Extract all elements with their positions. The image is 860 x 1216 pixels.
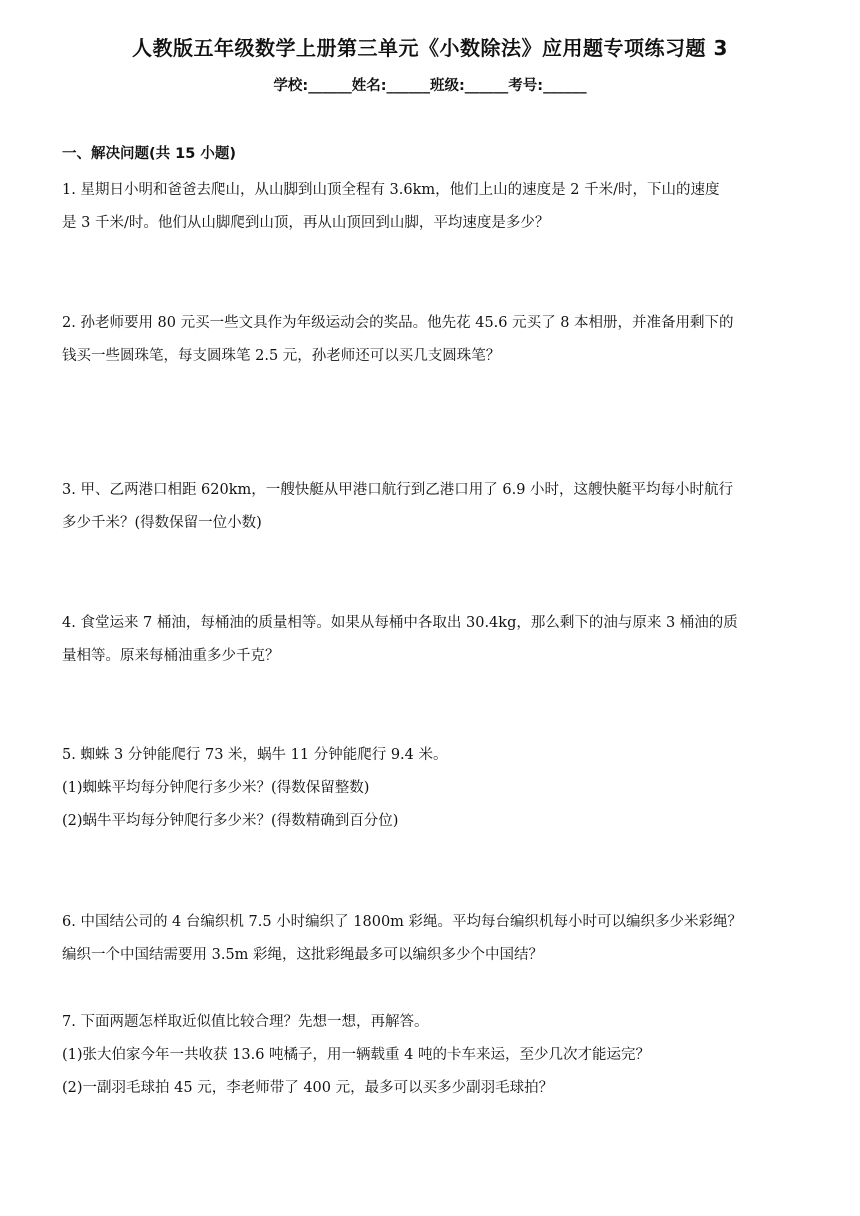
question-5 bbox=[62, 739, 837, 838]
question-subpart: (1)蜘蛛平均每分钟爬行多少米？(得数保留整数) bbox=[62, 780, 370, 796]
question-1 bbox=[62, 174, 837, 240]
question-3 bbox=[62, 474, 837, 540]
question-subpart: (2)一副羽毛球拍 45 元，李老师带了 400 元，最多可以买多少副羽毛球拍？ bbox=[62, 1080, 554, 1096]
question-line: 编织一个中国结需要用 3.5m 彩绳，这批彩绳最多可以编织多少个中国结？ bbox=[62, 947, 544, 963]
question-2 bbox=[62, 307, 837, 373]
section-heading: 一、解决问题(共 15 小题) bbox=[62, 146, 237, 162]
question-line: 2. 孙老师要用 80 元买一些文具作为年级运动会的奖品。他先花 45.6 元买了 8 本相册，并准备用剩下的 bbox=[62, 315, 734, 331]
question-7 bbox=[62, 1006, 837, 1105]
question-line: 5. 蜘蛛 3 分钟能爬行 73 米，蜗牛 11 分钟能爬行 9.4 米。 bbox=[62, 747, 448, 763]
question-line: 量相等。原来每桶油重多少千克？ bbox=[62, 648, 280, 664]
question-subpart: (2)蜗牛平均每分钟爬行多少米？(得数精确到百分位) bbox=[62, 813, 399, 829]
question-line: 6. 中国结公司的 4 台编织机 7.5 小时编织了 1800m 彩绳。平均每台编织机每小时可以编织多少米彩绳？ bbox=[62, 914, 743, 930]
question-line: 4. 食堂运来 7 桶油，每桶油的质量相等。如果从每桶中各取出 30.4kg，那么剩下的油与原来 3 桶油的质 bbox=[62, 615, 738, 631]
question-line: 7. 下面两题怎样取近似值比较合理？先想一想，再解答。 bbox=[62, 1014, 429, 1030]
question-4 bbox=[62, 607, 837, 673]
question-line: 钱买一些圆珠笔，每支圆珠笔 2.5 元，孙老师还可以买几支圆珠笔？ bbox=[62, 348, 501, 364]
page-title: 人教版五年级数学上册第三单元《小数除法》应用题专项练习题 3 bbox=[132, 36, 728, 60]
student-info-line: 学校:______姓名:______班级:______考号:______ bbox=[273, 78, 587, 94]
question-line: 1. 星期日小明和爸爸去爬山，从山脚到山顶全程有 3.6km，他们上山的速度是 2 千米/时，下山的速度 bbox=[62, 182, 720, 198]
question-line: 3. 甲、乙两港口相距 620km，一艘快艇从甲港口航行到乙港口用了 6.9 小时，这艘快艇平均每小时航行 bbox=[62, 482, 734, 498]
question-subpart: (1)张大伯家今年一共收获 13.6 吨橘子，用一辆载重 4 吨的卡车来运，至少几次才能运完？ bbox=[62, 1047, 650, 1063]
question-line: 多少千米？(得数保留一位小数) bbox=[62, 515, 262, 531]
question-6 bbox=[62, 906, 837, 972]
question-line: 是 3 千米/时。他们从山脚爬到山顶，再从山顶回到山脚，平均速度是多少？ bbox=[62, 215, 550, 231]
